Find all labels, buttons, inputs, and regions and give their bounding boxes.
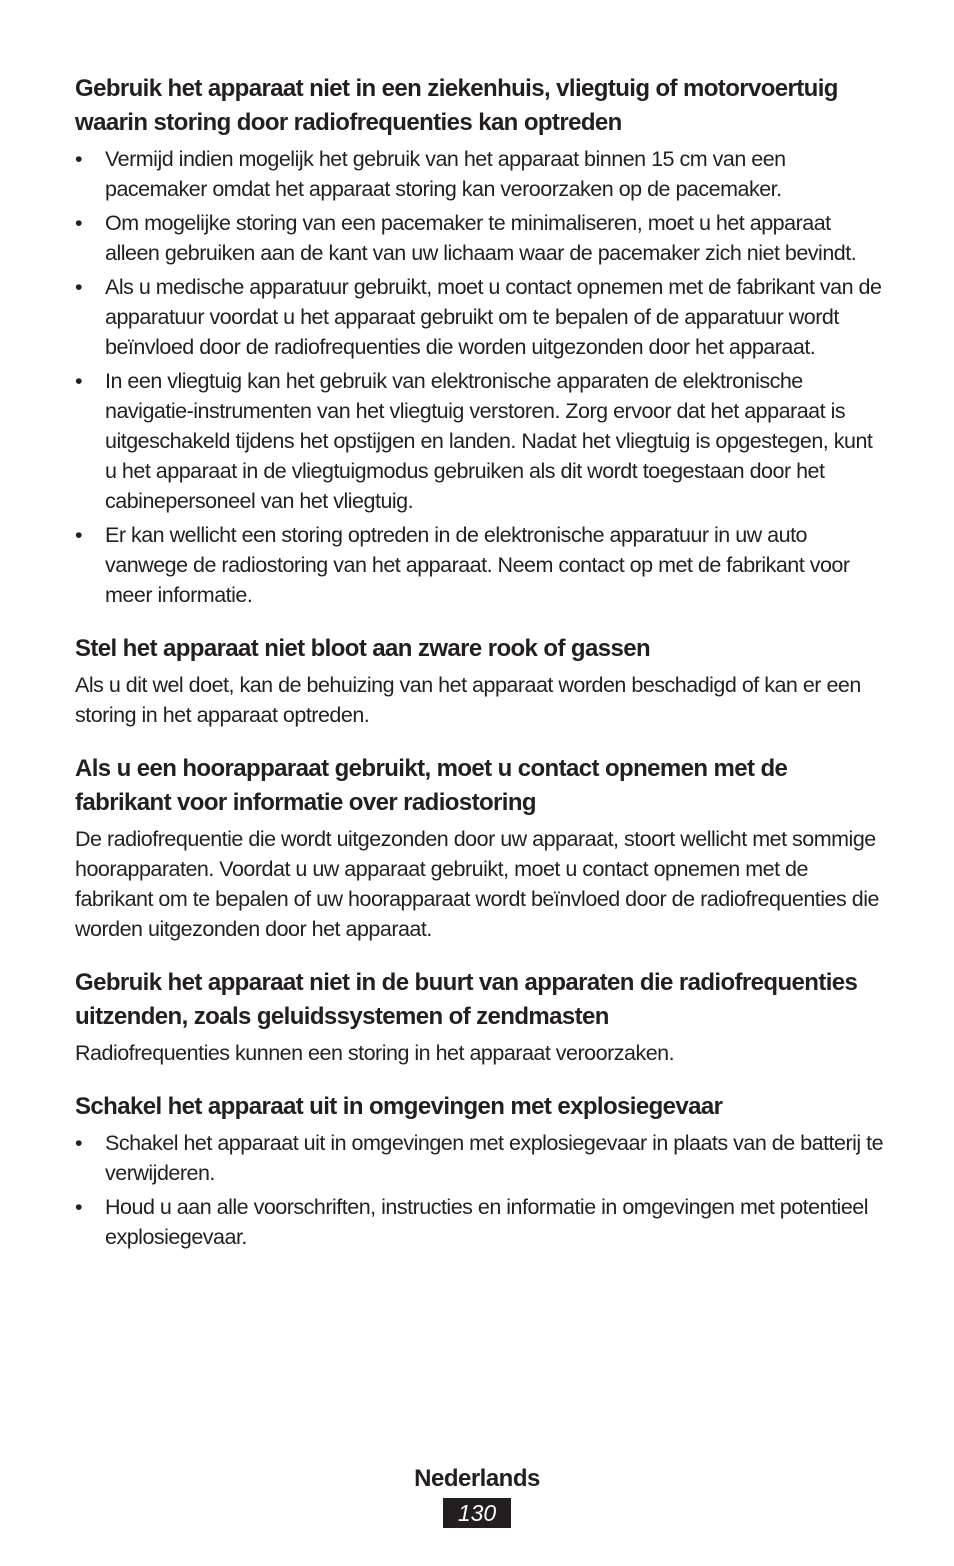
section-heading: Schakel het apparaat uit in omgevingen met explosiegevaar (75, 1093, 723, 1120)
section-heading: Stel het apparaat niet bloot aan zware rook of gassen (75, 635, 651, 662)
section-radio-devices (75, 966, 885, 1068)
section-body: Radiofrequenties kunnen een storing in het apparaat veroorzaken. (75, 1041, 675, 1065)
section-body: Als u dit wel doet, kan de behuizing van het apparaat worden beschadigd of kan er een storing in het apparaat optreden. (75, 673, 861, 727)
page-footer (0, 1462, 954, 1528)
section-heading: Als u een hoorapparaat gebruikt, moet u contact opnemen met de fabrikant voor informatie over radiostoring (75, 755, 788, 816)
list-item: • Er kan wellicht een storing optreden in de elektronische apparatuur in uw auto vanwege de radiostoring van het apparaat. Neem contact op met de fabrikant voor meer informatie. (75, 520, 885, 610)
section-heading: Gebruik het apparaat niet in een ziekenhuis, vliegtuig of motorvoertuig waarin storing door radiofrequenties kan optreden (75, 75, 838, 136)
section-hospital-aircraft-vehicle (75, 72, 885, 610)
page-number: 130 (443, 1498, 511, 1528)
list-item: • Schakel het apparaat uit in omgevingen met explosiegevaar in plaats van de batterij te verwijderen. (75, 1128, 885, 1188)
list-item: • Als u medische apparatuur gebruikt, moet u contact opnemen met de fabrikant van de apparatuur voordat u het apparaat gebruikt om te bepalen of de apparatuur wordt beïnvloed door de radiofrequenties die worden uitgezonden door het apparaat. (75, 272, 885, 362)
section-hearing-aid (75, 752, 885, 944)
bullet-list (75, 144, 885, 610)
bullet-list (75, 1128, 885, 1252)
section-smoke-gases (75, 632, 885, 730)
footer-language: Nederlands (414, 1465, 540, 1492)
section-heading: Gebruik het apparaat niet in de buurt van apparaten die radiofrequenties uitzenden, zoals geluidssystemen of zendmasten (75, 969, 858, 1030)
list-item: • Om mogelijke storing van een pacemaker te minimaliseren, moet u het apparaat alleen gebruiken aan de kant van uw lichaam waar de pacemaker zich niet bevindt. (75, 208, 885, 268)
list-item: • Vermijd indien mogelijk het gebruik van het apparaat binnen 15 cm van een pacemaker omdat het apparaat storing kan veroorzaken op de pacemaker. (75, 144, 885, 204)
list-item: • Houd u aan alle voorschriften, instructies en informatie in omgevingen met potentieel explosiegevaar. (75, 1192, 885, 1252)
section-explosive-environments (75, 1090, 885, 1252)
page-content (75, 72, 885, 1256)
list-item: • In een vliegtuig kan het gebruik van elektronische apparaten de elektronische navigatie-instrumenten van het vliegtuig verstoren. Zorg ervoor dat het apparaat is uitgeschakeld tijdens het opstijgen en landen. Nadat het vliegtuig is opgestegen, kunt u het apparaat in de vliegtuigmodus gebruiken als dit wordt toegestaan door het cabinepersoneel van het vliegtuig. (75, 366, 885, 516)
section-body: De radiofrequentie die wordt uitgezonden door uw apparaat, stoort wellicht met sommige hoorapparaten. Voordat u uw apparaat gebruikt, moet u contact opnemen met de fabrikant om te bepalen of uw hoorapparaat wordt beïnvloed door de radiofrequenties die worden uitgezonden door het apparaat. (75, 827, 879, 941)
